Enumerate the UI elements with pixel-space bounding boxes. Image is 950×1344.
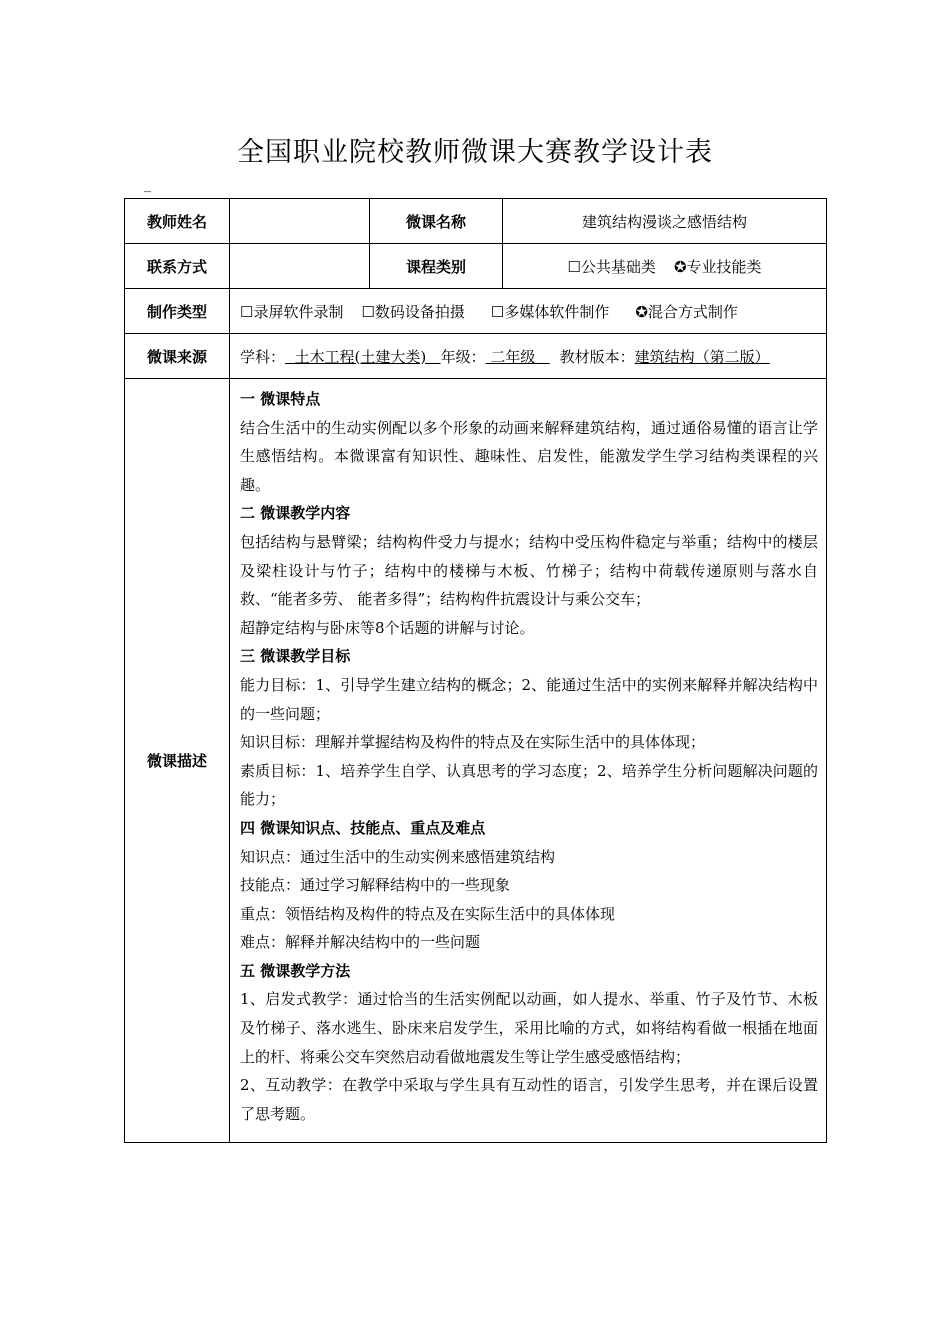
paragraph: 2、互动教学：在教学中采取与学生具有互动性的语言，引发学生思考，并在课后设置了思考题。	[240, 1076, 818, 1123]
row-contact	[125, 244, 827, 289]
section-heading: 五 微课教学方法	[240, 961, 351, 980]
contact-value	[230, 244, 370, 289]
type-options	[230, 289, 827, 334]
section-heading: 二 微课教学内容	[240, 504, 351, 523]
type-option-camera[interactable]: ☐数码设备拍摄	[361, 302, 465, 321]
category-options	[503, 244, 827, 289]
paragraph: 技能点：通过学习解释结构中的一些现象	[240, 876, 511, 895]
paragraph: 1、启发式教学：通过恰当的生活实例配以动画，如人提水、举重、竹子及竹节、木板及竹梯子、落水逃生、卧床来启发学生，采用比喻的方式，如将结构看做一根插在地面上的杆、将乘公交车突然启动看做地震发生等让学生感受感悟结构；	[240, 990, 818, 1066]
paragraph: 难点：解释并解决结构中的一些问题	[240, 933, 481, 952]
subject-label: 学科：	[240, 347, 286, 366]
section-heading: 四 微课知识点、技能点、重点及难点	[240, 818, 486, 837]
type-option-mixed[interactable]: ✪混合方式制作	[635, 302, 738, 321]
paragraph: 结合生活中的生动实例配以多个形象的动画来解释建筑结构，通过通俗易懂的语言让学生感悟结构。本微课富有知识性、趣味性、启发性，能激发学生学习结构类课程的兴趣。	[240, 418, 818, 494]
row-description	[125, 379, 827, 1143]
subject-value: 土木工程(土建大类)	[285, 347, 441, 366]
category-label: 课程类别	[370, 244, 503, 289]
row-type	[125, 289, 827, 334]
course-name-value: 建筑结构漫谈之感悟结构	[503, 199, 827, 244]
paragraph: 知识目标：理解并掌握结构及构件的特点及在实际生活中的具体体现；	[240, 733, 706, 752]
source-label: 微课来源	[125, 334, 230, 379]
course-name-label: 微课名称	[370, 199, 503, 244]
type-option-multimedia[interactable]: ☐多媒体软件制作	[490, 302, 610, 321]
teacher-value	[230, 199, 370, 244]
paragraph: 包括结构与悬臂梁；结构构件受力与提水；结构中受压构件稳定与举重；结构中的楼层及梁柱设计与竹子；结构中的楼梯与木板、竹梯子；结构中荷载传递原则与落水自救、“能者多劳、 能者多得”；结构构件抗震设计与乘公交车；	[240, 532, 818, 609]
source-line	[230, 334, 827, 379]
paragraph: 超静定结构与卧床等8个话题的讲解与讨论。	[240, 618, 535, 637]
desc-label: 微课描述	[125, 379, 230, 1143]
contact-label: 联系方式	[125, 244, 230, 289]
desc-content	[230, 379, 827, 1143]
paragraph: 知识点：通过生活中的生动实例来感悟建筑结构	[240, 847, 556, 866]
type-label: 制作类型	[125, 289, 230, 334]
section-heading: 三 微课教学目标	[240, 647, 351, 666]
type-option-screen-record[interactable]: ☐录屏软件录制	[240, 302, 344, 321]
grade-value: 二年级	[485, 347, 550, 366]
textbook-label: 教材版本：	[559, 347, 635, 366]
row-source	[125, 334, 827, 379]
paragraph: 素质目标：1、培养学生自学、认真思考的学习态度；2、培养学生分析问题解决问题的能力；	[240, 761, 818, 809]
grade-label: 年级：	[440, 347, 486, 366]
category-option-professional[interactable]: ✪专业技能类	[673, 257, 762, 276]
textbook-value: 建筑结构（第二版）	[634, 347, 770, 366]
paragraph: 能力目标：1、引导学生建立结构的概念；2、能通过生活中的实例来解释并解决结构中的一些问题；	[240, 675, 818, 723]
teacher-label: 教师姓名	[125, 199, 230, 244]
paragraph: 重点：领悟结构及构件的特点及在实际生活中的具体体现	[240, 904, 616, 923]
row-teacher	[125, 199, 827, 244]
design-table	[124, 198, 827, 1143]
category-option-public[interactable]: ☐公共基础类	[567, 257, 656, 276]
underscore-mark: _	[144, 177, 151, 193]
section-heading: 一 微课特点	[240, 390, 321, 408]
page-title: 全国职业院校教师微课大赛教学设计表	[237, 137, 713, 168]
